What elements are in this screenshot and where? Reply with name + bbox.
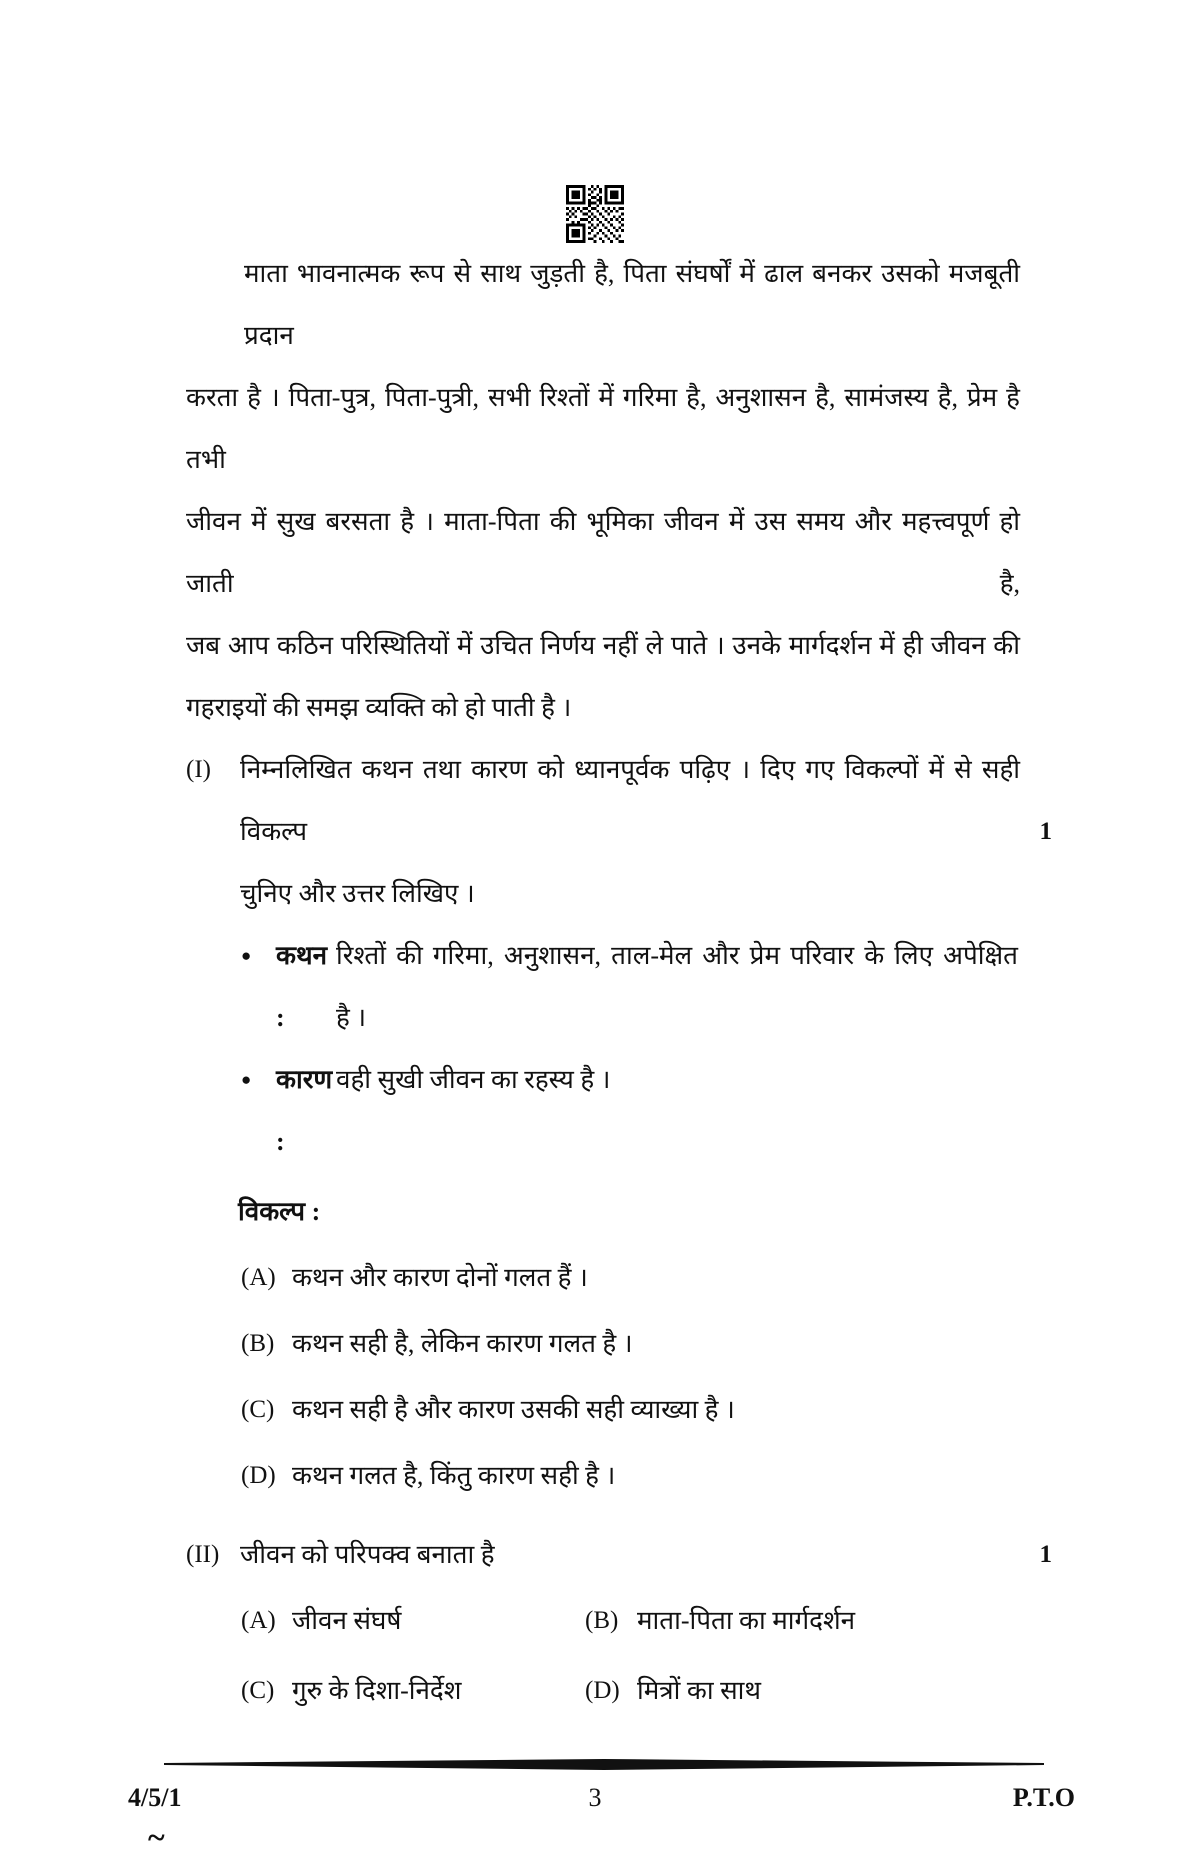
intro-paragraph: [186, 243, 1020, 739]
reason-label: कारण :: [276, 1065, 333, 1156]
paragraph-line: माता भावनात्मक रूप से साथ जुड़ती है, पिता संघर्षों में ढाल बनकर उसको मजबूती प्रदान: [244, 259, 1020, 350]
paragraph-line: जीवन में सुख बरसता है । माता-पिता की भूमिका जीवन में उस समय और महत्त्वपूर्ण हो जाती है,: [186, 507, 1020, 598]
options-heading: विकल्प :: [238, 1197, 321, 1226]
qr-code: [566, 185, 624, 243]
page-content: [186, 243, 1052, 1722]
option-b-text: माता-पिता का मार्गदर्शन: [637, 1606, 856, 1635]
option-a-letter: (A): [241, 1607, 276, 1634]
statement-label: कथन :: [276, 941, 328, 1032]
option-d-text: मित्रों का साथ: [637, 1676, 761, 1705]
option-d: [238, 1445, 1052, 1507]
page-number: 3: [588, 1783, 602, 1812]
qr-code-image: [566, 185, 624, 243]
question-2-marks: 1: [1039, 1541, 1052, 1568]
option-a-text: कथन और कारण दोनों गलत हैं ।: [292, 1263, 588, 1292]
question-1-label: (I): [186, 756, 211, 783]
question-1-marks: 1: [1039, 818, 1052, 845]
exam-page: [0, 185, 1190, 1868]
question-1-text: निम्नलिखित कथन तथा कारण को ध्यानपूर्वक पढ़िए । दिए गए विकल्पों में से सही विकल्प: [240, 755, 1020, 846]
pto-label: P.T.O: [1012, 1783, 1075, 1812]
reason-row: [238, 1049, 1052, 1173]
question-1: [186, 739, 1052, 1507]
statement-text: रिश्तों की गरिमा, अनुशासन, ताल-मेल और प्रेम परिवार के लिए अपेक्षित: [336, 941, 1018, 970]
question-2-text: जीवन को परिपक्व बनाता है: [240, 1540, 495, 1569]
tilde-mark: ~: [148, 1819, 165, 1855]
paragraph-line: गहराइयों की समझ व्यक्ति को हो पाती है ।: [186, 693, 572, 722]
question-1-text: चुनिए और उत्तर लिखिए ।: [240, 879, 475, 908]
option-d-text: कथन गलत है, किंतु कारण सही है ।: [292, 1461, 616, 1490]
bullet-icon: ●: [241, 946, 252, 965]
option-a-text: जीवन संघर्ष: [292, 1606, 402, 1635]
option-c-letter: (C): [241, 1677, 275, 1704]
footer-rule: [164, 1759, 1044, 1771]
option-a-letter: (A): [241, 1264, 276, 1291]
question-2-label: (II): [186, 1541, 220, 1568]
option-c: [238, 1379, 1052, 1441]
option-d-letter: (D): [585, 1677, 620, 1704]
option-c-text: गुरु के दिशा-निर्देश: [292, 1676, 462, 1705]
question-2-options: [238, 1586, 1052, 1722]
option-c-letter: (C): [241, 1396, 275, 1423]
option-c-text: कथन सही है और कारण उसकी सही व्याख्या है ।: [292, 1395, 735, 1424]
page-footer: [0, 1777, 1190, 1819]
option-a: [238, 1247, 1052, 1309]
option-b-text: कथन सही है, लेकिन कारण गलत है ।: [292, 1329, 633, 1358]
statement-row: [238, 925, 1052, 1049]
option-b-letter: (B): [585, 1607, 619, 1634]
question-2: [186, 1524, 1052, 1722]
option-b: [238, 1313, 1052, 1375]
statement-text: है ।: [336, 1003, 367, 1032]
reason-text: वही सुखी जीवन का रहस्य है ।: [336, 1065, 611, 1094]
paragraph-line: जब आप कठिन परिस्थितियों में उचित निर्णय नहीं ले पाते । उनके मार्गदर्शन में ही जीवन की: [186, 631, 1020, 660]
bullet-icon: ●: [241, 1070, 252, 1089]
option-d-letter: (D): [241, 1462, 276, 1489]
paragraph-line: करता है । पिता-पुत्र, पिता-पुत्री, सभी रिश्तों में गरिमा है, अनुशासन है, सामंजस्य है, प्रेम है तभी: [186, 383, 1020, 474]
paper-code: 4/5/1: [128, 1783, 182, 1812]
option-b-letter: (B): [241, 1330, 275, 1357]
